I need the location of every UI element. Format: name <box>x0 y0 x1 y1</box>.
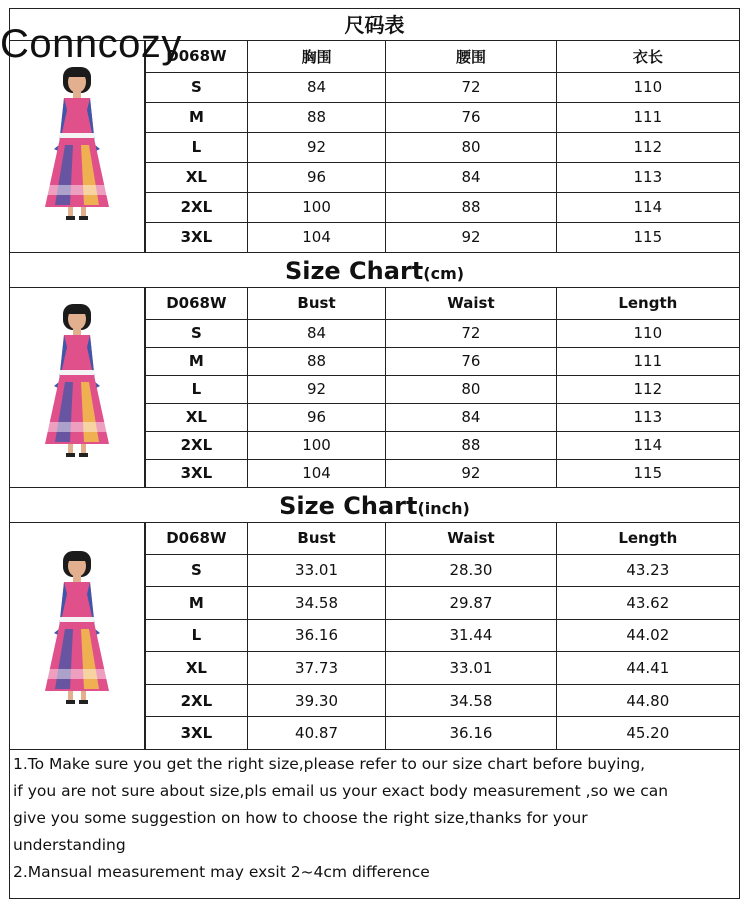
table-row <box>146 375 740 403</box>
size-label: 3XL <box>146 222 248 252</box>
measurement-cell: 84 <box>386 403 556 431</box>
measurement-cell: 72 <box>386 72 556 102</box>
measurement-cell: 29.87 <box>386 587 556 620</box>
size-label: 3XL <box>146 717 248 750</box>
table-row <box>146 162 740 192</box>
size-label: L <box>146 132 248 162</box>
table-row <box>146 403 740 431</box>
table-row <box>146 72 740 102</box>
measurement-cell: 112 <box>556 132 739 162</box>
measurement-cell: 112 <box>556 375 739 403</box>
table-header-row <box>146 41 740 72</box>
column-header: D068W <box>146 288 248 319</box>
size-label: XL <box>146 403 248 431</box>
measurement-cell: 40.87 <box>247 717 386 750</box>
table-row <box>146 431 740 459</box>
measurement-cell: 110 <box>556 72 739 102</box>
measurement-cell: 43.62 <box>556 587 739 620</box>
size-label: S <box>146 554 248 587</box>
model-photo <box>10 523 145 749</box>
size-label: S <box>146 319 248 347</box>
measurement-cell: 34.58 <box>386 684 556 717</box>
measurement-cell: 110 <box>556 319 739 347</box>
section-title-inch: Size Chart(inch) <box>10 487 739 523</box>
measurement-cell: 28.30 <box>386 554 556 587</box>
table-header-row <box>146 288 740 319</box>
measurement-cell: 111 <box>556 102 739 132</box>
size-label: L <box>146 619 248 652</box>
model-photo <box>10 41 145 252</box>
measurement-cell: 36.16 <box>386 717 556 750</box>
measurement-cell: 84 <box>247 319 385 347</box>
measurement-cell: 84 <box>247 72 386 102</box>
column-header: D068W <box>146 41 248 72</box>
table-row <box>146 102 740 132</box>
size-label: 3XL <box>146 459 248 487</box>
size-label: 2XL <box>146 684 248 717</box>
table-row <box>146 192 740 222</box>
table-row <box>146 619 740 652</box>
size-label: M <box>146 587 248 620</box>
measurement-cell: 92 <box>247 375 385 403</box>
column-header: 胸围 <box>247 41 386 72</box>
section-cm <box>10 288 739 487</box>
table-row <box>146 652 740 685</box>
size-label: 2XL <box>146 431 248 459</box>
size-table-inch <box>145 523 739 750</box>
measurement-cell: 88 <box>386 192 556 222</box>
column-header: 腰围 <box>386 41 556 72</box>
measurement-cell: 44.41 <box>556 652 739 685</box>
measurement-cell: 104 <box>247 222 386 252</box>
note-line: if you are not sure about size,pls email us your exact body measurement ,so we can <box>13 782 669 800</box>
section-cn <box>10 41 739 252</box>
measurement-cell: 34.58 <box>247 587 386 620</box>
measurement-cell: 33.01 <box>386 652 556 685</box>
table-row <box>146 587 740 620</box>
model-figure-icon <box>37 65 117 221</box>
measurement-cell: 113 <box>556 403 739 431</box>
measurement-cell: 104 <box>247 459 385 487</box>
table-row <box>146 319 740 347</box>
table-row <box>146 132 740 162</box>
measurement-cell: 113 <box>556 162 739 192</box>
measurement-cell: 44.80 <box>556 684 739 717</box>
table-row <box>146 684 740 717</box>
section-title-cm: Size Chart(cm) <box>10 252 739 288</box>
measurement-cell: 44.02 <box>556 619 739 652</box>
table-row <box>146 222 740 252</box>
measurement-cell: 36.16 <box>247 619 386 652</box>
measurement-cell: 88 <box>247 102 386 132</box>
table-row <box>146 347 740 375</box>
note-line: give you some suggestion on how to choose the right size,thanks for your <box>13 809 588 827</box>
size-label: M <box>146 102 248 132</box>
measurement-cell: 115 <box>556 459 739 487</box>
note-line: understanding <box>13 836 126 854</box>
size-label: XL <box>146 162 248 192</box>
table-row <box>146 459 740 487</box>
measurement-cell: 96 <box>247 403 385 431</box>
measurement-cell: 115 <box>556 222 739 252</box>
measurement-cell: 31.44 <box>386 619 556 652</box>
measurement-cell: 92 <box>247 132 386 162</box>
measurement-cell: 80 <box>386 132 556 162</box>
column-header: Waist <box>386 523 556 554</box>
measurement-cell: 37.73 <box>247 652 386 685</box>
size-table-cm <box>145 288 739 488</box>
column-header: Length <box>556 523 739 554</box>
measurement-cell: 92 <box>386 459 556 487</box>
measurement-cell: 43.23 <box>556 554 739 587</box>
measurement-cell: 100 <box>247 431 385 459</box>
section-inch <box>10 523 739 750</box>
column-header: Length <box>556 288 739 319</box>
table-row <box>146 554 740 587</box>
model-photo <box>10 288 145 487</box>
measurement-cell: 114 <box>556 431 739 459</box>
measurement-cell: 111 <box>556 347 739 375</box>
column-header: D068W <box>146 523 248 554</box>
size-table-cn <box>145 41 739 253</box>
measurement-cell: 100 <box>247 192 386 222</box>
table-row <box>146 717 740 750</box>
measurement-cell: 88 <box>247 347 385 375</box>
measurement-cell: 72 <box>386 319 556 347</box>
table-header-row <box>146 523 740 554</box>
section-title-cn: 尺码表 <box>10 9 739 41</box>
brand-watermark: Conncozy <box>0 22 182 66</box>
measurement-cell: 96 <box>247 162 386 192</box>
column-header: Bust <box>247 523 386 554</box>
size-notes <box>13 751 733 886</box>
size-label: 2XL <box>146 192 248 222</box>
note-line: 2.Mansual measurement may exsit 2~4cm difference <box>13 863 430 881</box>
column-header: 衣长 <box>556 41 739 72</box>
measurement-cell: 84 <box>386 162 556 192</box>
column-header: Waist <box>386 288 556 319</box>
size-chart-sheet <box>9 8 740 899</box>
measurement-cell: 76 <box>386 102 556 132</box>
column-header: Bust <box>247 288 385 319</box>
measurement-cell: 45.20 <box>556 717 739 750</box>
model-figure-icon <box>37 302 117 458</box>
measurement-cell: 80 <box>386 375 556 403</box>
size-label: M <box>146 347 248 375</box>
note-line: 1.To Make sure you get the right size,please refer to our size chart before buying, <box>13 755 646 773</box>
measurement-cell: 88 <box>386 431 556 459</box>
size-label: S <box>146 72 248 102</box>
size-label: L <box>146 375 248 403</box>
measurement-cell: 76 <box>386 347 556 375</box>
model-figure-icon <box>37 549 117 705</box>
size-label: XL <box>146 652 248 685</box>
measurement-cell: 92 <box>386 222 556 252</box>
measurement-cell: 33.01 <box>247 554 386 587</box>
measurement-cell: 39.30 <box>247 684 386 717</box>
measurement-cell: 114 <box>556 192 739 222</box>
